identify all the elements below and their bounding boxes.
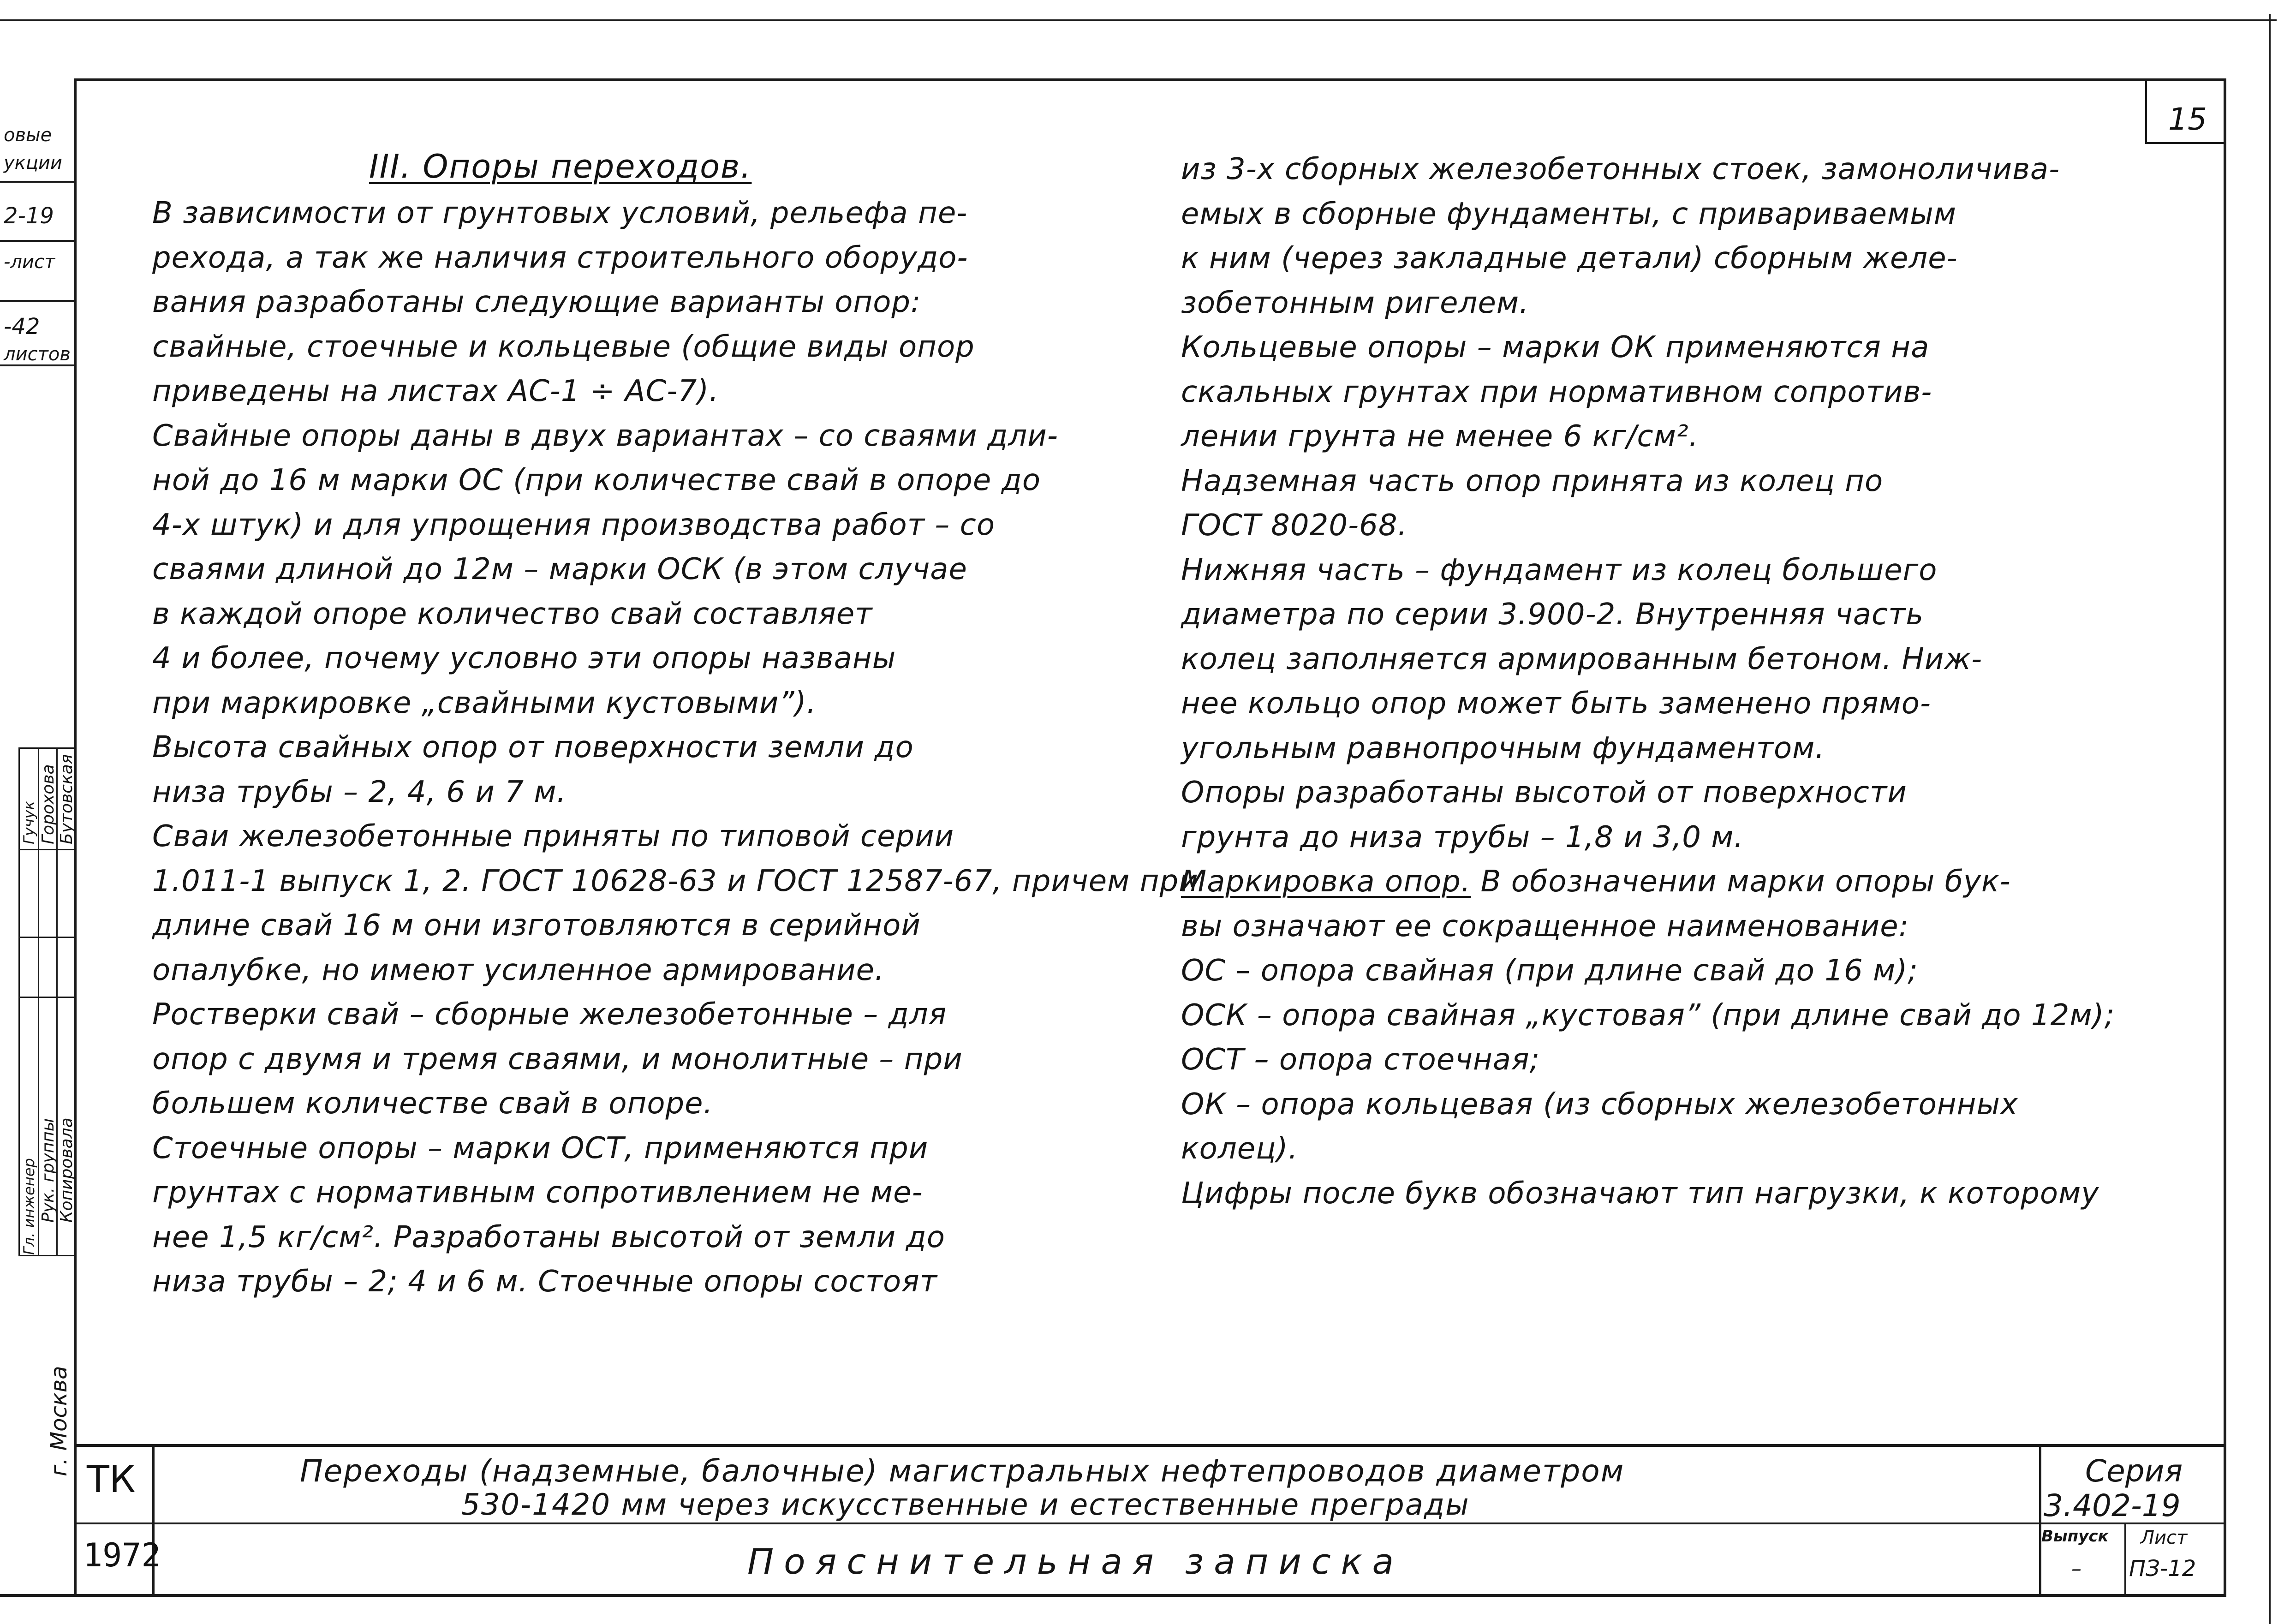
text-line: колец заполняется армированным бетоном. Ниж- bbox=[1181, 642, 1983, 676]
stamp-row-line bbox=[18, 849, 75, 850]
stamp-name: Бутовская bbox=[57, 754, 76, 844]
text-line: ГОСТ 8020-68. bbox=[1181, 508, 1407, 543]
text-line: большем количестве свай в опоре. bbox=[152, 1087, 713, 1121]
series-label: Серия bbox=[2085, 1453, 2183, 1489]
side-rule bbox=[0, 300, 75, 302]
text-line: грунтах с нормативным сопротивлением не ме- bbox=[152, 1176, 923, 1210]
stamp-name: Горохова bbox=[39, 764, 58, 844]
text-line: Маркировка опор. В обозначении марки опоры бук- bbox=[1181, 865, 2011, 899]
text-line: Нижняя часть – фундамент из колец большего bbox=[1181, 553, 1938, 587]
text-line: диаметра по серии 3.900-2. Внутренняя часть bbox=[1181, 597, 1924, 632]
stamp-row-line bbox=[18, 747, 75, 749]
side-rule bbox=[0, 240, 75, 242]
org-code: ТК bbox=[87, 1458, 136, 1501]
title-line-1: Переходы (надземные, балочные) магистральных нефтепроводов диаметром bbox=[300, 1453, 1625, 1489]
inner-right-border bbox=[2224, 78, 2226, 1596]
text-line: зобетонным ригелем. bbox=[1181, 286, 1529, 320]
text-line: ОК – опора кольцевая (из сборных железобетонных bbox=[1181, 1087, 2018, 1122]
text-line: опор с двумя и тремя сваями, и монолитные – при bbox=[152, 1042, 963, 1076]
text-line: Высота свайных опор от поверхности земли до bbox=[152, 730, 914, 764]
text-line: Сваи железобетонные приняты по типовой серии bbox=[152, 819, 954, 854]
text-line: скальных грунтах при нормативном сопротив- bbox=[1181, 375, 1932, 409]
text-line: Свайные опоры даны в двух вариантах – со сваями дли- bbox=[152, 419, 1058, 453]
title-block-mid bbox=[74, 1522, 2226, 1524]
stamp-text: овые bbox=[4, 125, 52, 146]
text-line: опалубке, но имеют усиленное армирование. bbox=[152, 953, 885, 987]
stamp-text: листов bbox=[4, 344, 71, 365]
text-line: грунта до низа трубы – 1,8 и 3,0 м. bbox=[1181, 820, 1744, 854]
text-line: ОСТ – опора стоечная; bbox=[1181, 1043, 1540, 1077]
stamp-text: -42 bbox=[4, 314, 40, 340]
text-line: Ростверки свай – сборные железобетонные – для bbox=[152, 997, 947, 1032]
title-line-2: 530-1420 мм через искусственные и естественные преграды bbox=[461, 1488, 1470, 1522]
text-line: угольным равнопрочным фундаментом. bbox=[1181, 731, 1825, 765]
text-line: свайные, стоечные и кольцевые (общие виды опор bbox=[152, 330, 975, 364]
text-line: Цифры после букв обозначают тип нагрузки, к которому bbox=[1181, 1176, 2099, 1211]
text-line: 4-х штук) и для упрощения производства работ – со bbox=[152, 508, 995, 542]
stamp-row-line bbox=[18, 937, 75, 938]
text-line: нее 1,5 кг/см². Разработаны высотой от земли до bbox=[152, 1220, 945, 1254]
stamp-role: Копировала bbox=[57, 1117, 76, 1223]
page-number-box-left bbox=[2145, 78, 2147, 143]
series-value: 3.402-19 bbox=[2044, 1488, 2181, 1523]
text-line: ной до 16 м марки ОС (при количестве свай в опоре до bbox=[152, 463, 1041, 497]
text-line: В зависимости от грунтовых условий, рельефа пе- bbox=[152, 196, 968, 230]
document-name: Пояснительная записка bbox=[747, 1541, 1404, 1582]
stamp-text: укции bbox=[4, 152, 63, 173]
text-line: низа трубы – 2; 4 и 6 м. Стоечные опоры состоят bbox=[152, 1265, 937, 1299]
text-line: ОС – опора свайная (при длине свай до 16 м); bbox=[1181, 954, 1918, 988]
sheet-value: ПЗ-12 bbox=[2129, 1556, 2196, 1582]
text-line: вания разработаны следующие варианты опор: bbox=[152, 285, 921, 319]
text-line: лении грунта не менее 6 кг/см². bbox=[1181, 419, 1699, 454]
text-line: Стоечные опоры – марки ОСТ, применяются при bbox=[152, 1131, 929, 1165]
text-line: Опоры разработаны высотой от поверхности bbox=[1181, 776, 1907, 810]
stamp-col-line bbox=[18, 747, 20, 1255]
issue-value: – bbox=[2071, 1557, 2081, 1581]
text-line: длине свай 16 м они изготовляются в серийной bbox=[152, 908, 921, 943]
year: 1972 bbox=[83, 1536, 161, 1574]
text-line: из 3-х сборных железобетонных стоек, замоноличива- bbox=[1181, 152, 2060, 186]
top-border bbox=[0, 19, 2277, 21]
text-line: приведены на листах АС-1 ÷ АС-7). bbox=[152, 374, 719, 408]
stamp-text: -лист bbox=[4, 251, 55, 273]
stamp-text: 2-19 bbox=[4, 203, 54, 229]
title-block-divider bbox=[2124, 1522, 2126, 1596]
stamp-role: Рук. группы bbox=[39, 1118, 58, 1223]
stamp-row-line bbox=[18, 1255, 75, 1256]
page-number: 15 bbox=[2168, 102, 2207, 137]
text-line: ОСК – опора свайная „кустовая” (при длине свай до 12м); bbox=[1181, 998, 2115, 1033]
text-line: рехода, а так же наличия строительного оборудо- bbox=[152, 241, 968, 275]
page-number-box-bottom bbox=[2145, 142, 2226, 144]
text-line: 1.011-1 выпуск 1, 2. ГОСТ 10628-63 и ГОСТ 12587-67, причем при bbox=[152, 864, 1199, 898]
text-line: емых в сборные фундаменты, с привариваемым bbox=[1181, 197, 1957, 231]
text-line: Кольцевые опоры – марки ОК применяются на bbox=[1181, 330, 1930, 364]
section-heading: III. Опоры переходов. bbox=[369, 148, 752, 185]
underlined-term: Маркировка опор. bbox=[1181, 865, 1471, 899]
frame-top-border bbox=[74, 78, 2226, 81]
text-line: вы означают ее сокращенное наименование: bbox=[1181, 909, 1909, 943]
text-line: к ним (через закладные детали) сборным желе- bbox=[1181, 241, 1958, 275]
text-line: нее кольцо опор может быть заменено прямо- bbox=[1181, 687, 1931, 721]
text-line: сваями длиной до 12м – марки ОСК (в этом случае bbox=[152, 552, 967, 586]
side-rule bbox=[0, 181, 75, 183]
text-line: колец). bbox=[1181, 1132, 1298, 1166]
frame-bottom-border bbox=[0, 1594, 2226, 1597]
sheet-label: Лист bbox=[2141, 1527, 2188, 1548]
text-line: 4 и более, почему условно эти опоры названы bbox=[152, 641, 896, 675]
stamp-row-line bbox=[18, 997, 75, 998]
right-edge-line bbox=[2269, 14, 2271, 1624]
title-block-divider bbox=[2039, 1444, 2041, 1596]
stamp-city: г. Москва bbox=[46, 1366, 72, 1476]
stamp-role: Гл. инженер bbox=[20, 1158, 38, 1255]
text-line: при маркировке „свайными кустовыми”). bbox=[152, 686, 817, 720]
stamp-name: Гучук bbox=[20, 801, 38, 844]
text-line: в каждой опоре количество свай составляет bbox=[152, 597, 873, 631]
text-line: Надземная часть опор принята из колец по bbox=[1181, 464, 1884, 498]
issue-label: Выпуск bbox=[2041, 1527, 2109, 1546]
title-block-top bbox=[74, 1444, 2226, 1447]
text-line: низа трубы – 2, 4, 6 и 7 м. bbox=[152, 775, 567, 809]
